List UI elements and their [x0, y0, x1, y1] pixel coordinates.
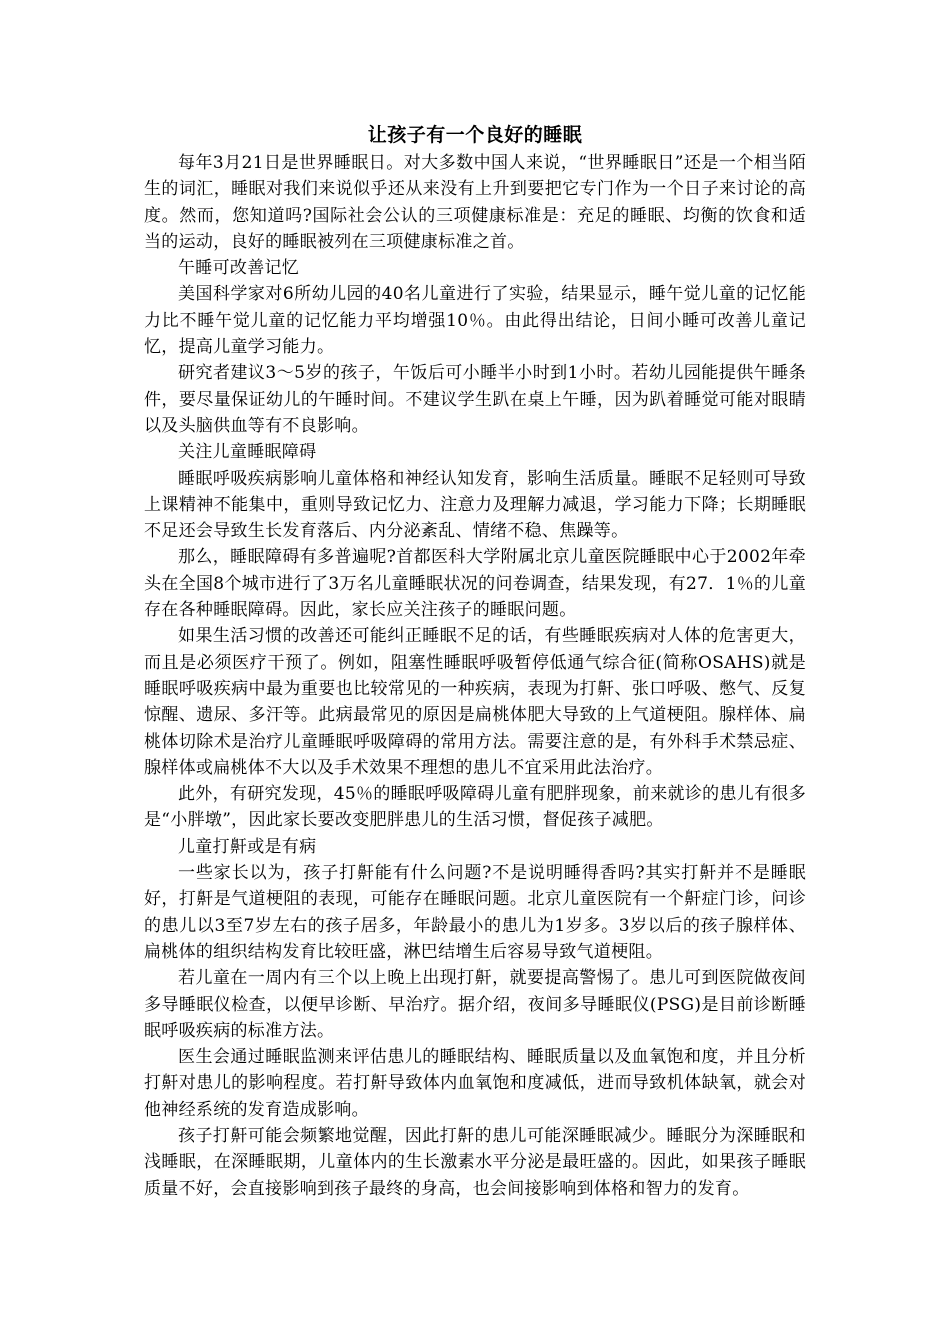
paragraph-nap-study: 美国科学家对6所幼儿园的40名儿童进行了实验，结果显示，睡午觉儿童的记忆能力比不睡午觉儿童的记忆能力平均增强10％。由此得出结论，日间小睡可改善儿童记忆，提高儿童学习能力。 — [144, 284, 806, 358]
document-page — [144, 120, 806, 1202]
paragraph-disorders-survey: 那么，睡眠障碍有多普遍呢?首都医科大学附属北京儿童医院睡眠中心于2002年牵头在全国8个城市进行了3万名儿童睡眠状况的问卷调查，结果发现，有27．1％的儿童存在各种睡眠障碍。因此，家长应关注孩子的睡眠问题。 — [144, 547, 806, 621]
section-heading-snoring: 儿童打鼾或是有病 — [178, 836, 317, 857]
paragraph-osahs: 如果生活习惯的改善还可能纠正睡眠不足的话，有些睡眠疾病对人体的危害更大，而且是必须医疗干预了。例如，阻塞性睡眠呼吸暂停低通气综合征(简称OSAHS)就是睡眠呼吸疾病中最为重要也比较常见的一种疾病，表现为打鼾、张口呼吸、憋气、反复惊醒、遗尿、多汗等。此病最常见的原因是扁桃体肥大导致的上气道梗阻。腺样体、扁桃体切除术是治疗儿童睡眠呼吸障碍的常用方法。需要注意的是，有外科手术禁忌症、腺样体或扁桃体不大以及手术效果不理想的患儿不宜采用此法治疗。 — [144, 626, 806, 778]
document-title: 让孩子有一个良好的睡眠 — [367, 124, 583, 146]
paragraph-nap-advice: 研究者建议3～5岁的孩子，午饭后可小睡半小时到1小时。若幼儿园能提供午睡条件，要尽量保证幼儿的午睡时间。不建议学生趴在桌上午睡，因为趴着睡觉可能对眼睛以及头脑供血等有不良影响。 — [144, 363, 806, 436]
paragraph-snoring-growth: 孩子打鼾可能会频繁地觉醒，因此打鼾的患儿可能深睡眠减少。睡眠分为深睡眠和浅睡眠，在深睡眠期，儿童体内的生长激素水平分泌是最旺盛的。因此，如果孩子睡眠质量不好，会直接影响到孩子最终的身高，也会间接影响到体格和智力的发育。 — [144, 1125, 806, 1199]
section-heading-disorders: 关注儿童睡眠障碍 — [178, 442, 317, 463]
paragraph-snoring-myth: 一些家长以为，孩子打鼾能有什么问题?不是说明睡得香吗?其实打鼾并不是睡眠好，打鼾是气道梗阻的表现，可能存在睡眠问题。北京儿童医院有一个鼾症门诊，问诊的患儿以3至7岁左右的孩子居多，年龄最小的患儿为1岁多。3岁以后的孩子腺样体、扁桃体的组织结构发育比较旺盛，淋巴结增生后容易导致气道梗阻。 — [144, 863, 806, 962]
paragraph-snoring-psg: 若儿童在一周内有三个以上晚上出现打鼾，就要提高警惕了。患儿可到医院做夜间多导睡眠仪检查，以便早诊断、早治疗。据介绍，夜间多导睡眠仪(PSG)是目前诊断睡眠呼吸疾病的标准方法。 — [144, 968, 806, 1041]
section-heading-nap: 午睡可改善记忆 — [178, 258, 300, 279]
paragraph-obesity: 此外，有研究发现，45％的睡眠呼吸障碍儿童有肥胖现象，前来就诊的患儿有很多是“小胖墩”，因此家长要改变肥胖患儿的生活习惯，督促孩子减肥。 — [144, 784, 806, 831]
paragraph-disorders-effects: 睡眠呼吸疾病影响儿童体格和神经认知发育，影响生活质量。睡眠不足轻则可导致上课精神不能集中，重则导致记忆力、注意力及理解力减退，学习能力下降；长期睡眠不足还会导致生长发育落后、内分泌紊乱、情绪不稳、焦躁等。 — [144, 468, 806, 542]
paragraph-intro: 每年3月21日是世界睡眠日。对大多数中国人来说，“世界睡眠日”还是一个相当陌生的词汇，睡眠对我们来说似乎还从来没有上升到要把它专门作为一个日子来讨论的高度。然而，您知道吗?国际社会公认的三项健康标准是：充足的睡眠、均衡的饮食和适当的运动，良好的睡眠被列在三项健康标准之首。 — [144, 153, 806, 252]
paragraph-snoring-monitoring: 医生会通过睡眠监测来评估患儿的睡眠结构、睡眠质量以及血氧饱和度，并且分析打鼾对患儿的影响程度。若打鼾导致体内血氧饱和度减低，进而导致机体缺氧，就会对他神经系统的发育造成影响。 — [144, 1047, 806, 1120]
